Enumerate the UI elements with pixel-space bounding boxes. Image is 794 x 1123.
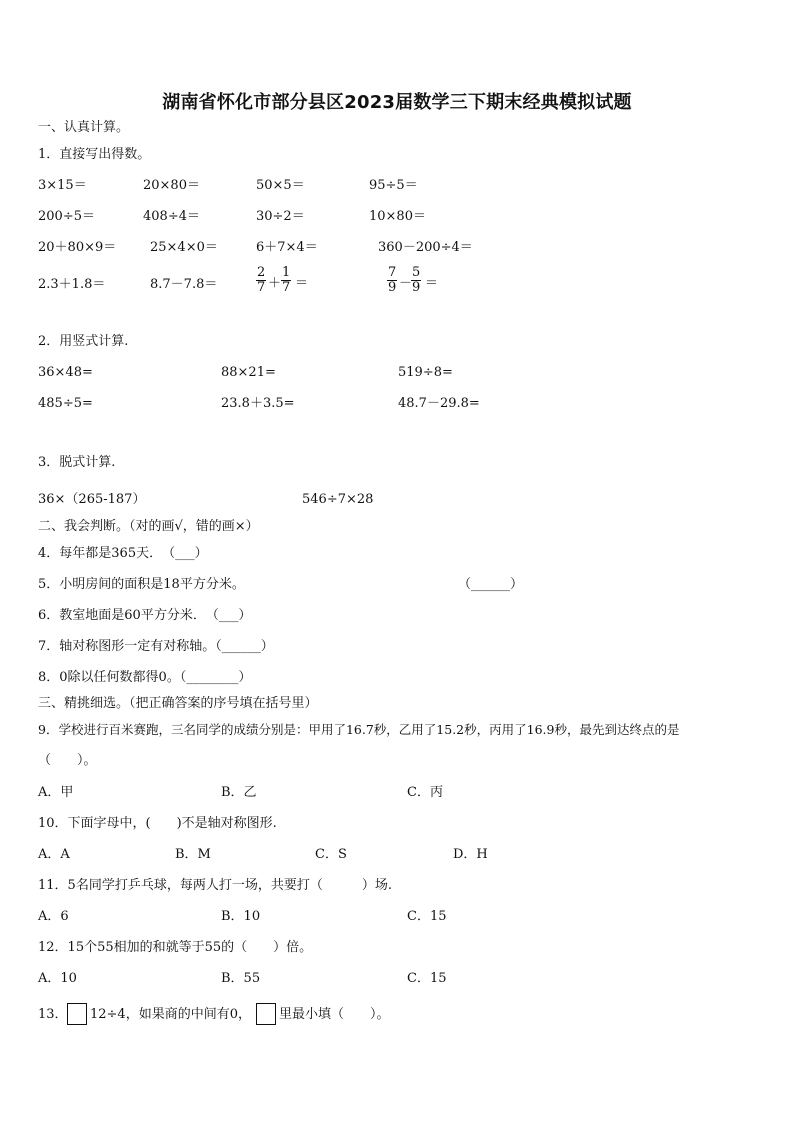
calc-item: 10×80＝ — [369, 209, 426, 224]
fraction-denominator: 9 — [412, 280, 421, 295]
vertical-calc-item: 88×21= — [221, 365, 276, 380]
vertical-calc-item: 519÷8= — [398, 365, 453, 380]
fraction-numerator: 1 — [282, 265, 291, 280]
calc-item: 3×15＝ — [38, 178, 87, 193]
calc-item: 20＋80×9＝ — [38, 240, 117, 255]
page-title: 湖南省怀化市部分县区2023届数学三下期末经典模拟试题 — [162, 92, 632, 113]
calc-item: 200÷5＝ — [38, 209, 95, 224]
question-6: 6．教室地面是60平方分米． （___） — [38, 608, 252, 623]
vertical-calc-item: 485÷5= — [38, 396, 93, 411]
fraction-numerator: 5 — [412, 265, 421, 280]
fraction — [387, 266, 397, 295]
calc-item: 95÷5＝ — [369, 178, 418, 193]
fraction-denominator: 9 — [388, 280, 397, 295]
question-8: 8．0除以任何数都得0。（________） — [38, 670, 252, 685]
equals-sign: ＝ — [295, 276, 309, 291]
fraction — [256, 266, 266, 295]
section-heading-3: 三、精挑细选。（把正确答案的序号填在括号里） — [38, 696, 318, 711]
question-9-blank: （ ）。 — [38, 753, 97, 768]
equals-sign: ＝ — [425, 276, 439, 291]
fraction-denominator: 7 — [257, 280, 266, 295]
option-b: B．乙 — [221, 785, 257, 800]
option-d: D．H — [453, 847, 488, 862]
answer-blank: （______） — [458, 577, 524, 592]
option-c: C．15 — [407, 909, 447, 924]
calc-item: 6＋7×4＝ — [256, 240, 318, 255]
calc-item: 25×4×0＝ — [150, 240, 218, 255]
question-5: 5．小明房间的面积是18平方分米。 — [38, 577, 245, 592]
calc-item: 2.3＋1.8＝ — [38, 277, 106, 292]
option-c: C．S — [315, 847, 347, 862]
calc-item: 8.7－7.8＝ — [150, 277, 218, 292]
question-2-label: 2．用竖式计算. — [38, 334, 129, 349]
fill-in-box[interactable] — [67, 1003, 87, 1025]
calc-item: 360－200÷4＝ — [378, 240, 473, 255]
fill-in-box[interactable] — [256, 1003, 276, 1025]
calc-item: 20×80＝ — [143, 178, 200, 193]
fraction-denominator: 7 — [282, 280, 291, 295]
question-13-text: 里最小填（ ）。 — [279, 1007, 390, 1022]
option-a: A．6 — [38, 909, 69, 924]
operator: ＋ — [268, 276, 282, 291]
question-9: 9．学校进行百米赛跑，三名同学的成绩分别是：甲用了16.7秒，乙用了15.2秒，丙用了16.9秒，最先到达终点的是 — [38, 722, 680, 737]
option-b: B．10 — [221, 909, 261, 924]
question-1-label: 1．直接写出得数。 — [38, 147, 151, 162]
option-c: C．15 — [407, 971, 447, 986]
fraction — [411, 266, 421, 295]
fraction-numerator: 2 — [257, 265, 266, 280]
option-a: A．10 — [38, 971, 77, 986]
vertical-calc-item: 36×48= — [38, 365, 93, 380]
fraction-numerator: 7 — [388, 265, 397, 280]
expression-item: 546÷7×28 — [302, 492, 374, 507]
vertical-calc-item: 23.8＋3.5= — [221, 396, 295, 411]
question-3-label: 3．脱式计算. — [38, 455, 116, 470]
fraction — [281, 266, 291, 295]
question-4: 4．每年都是365天． （___） — [38, 546, 208, 561]
option-b: B．55 — [221, 971, 261, 986]
section-heading-1: 一、认真计算。 — [38, 120, 130, 135]
calc-item: 30÷2＝ — [256, 209, 305, 224]
calc-item: 50×5＝ — [256, 178, 305, 193]
operator: － — [399, 276, 413, 291]
option-a: A．A — [38, 847, 70, 862]
question-11: 11．5名同学打乒乓球，每两人打一场，共要打（ ）场. — [38, 878, 392, 893]
option-a: A．甲 — [38, 785, 74, 800]
calc-item: 408÷4＝ — [143, 209, 200, 224]
section-heading-2: 二、我会判断。（对的画√，错的画×） — [38, 519, 259, 534]
question-13-text: 12÷4，如果商的中间有0， — [90, 1007, 251, 1022]
option-b: B．M — [175, 847, 211, 862]
expression-item: 36×（265-187） — [38, 492, 146, 507]
option-c: C．丙 — [407, 785, 443, 800]
vertical-calc-item: 48.7－29.8= — [398, 396, 480, 411]
question-10: 10．下面字母中，( )不是轴对称图形. — [38, 816, 277, 831]
question-12: 12．15个55相加的和就等于55的（ ）倍。 — [38, 940, 313, 955]
question-13-number: 13． — [38, 1007, 68, 1022]
question-7: 7．轴对称图形一定有对称轴。（______） — [38, 639, 274, 654]
